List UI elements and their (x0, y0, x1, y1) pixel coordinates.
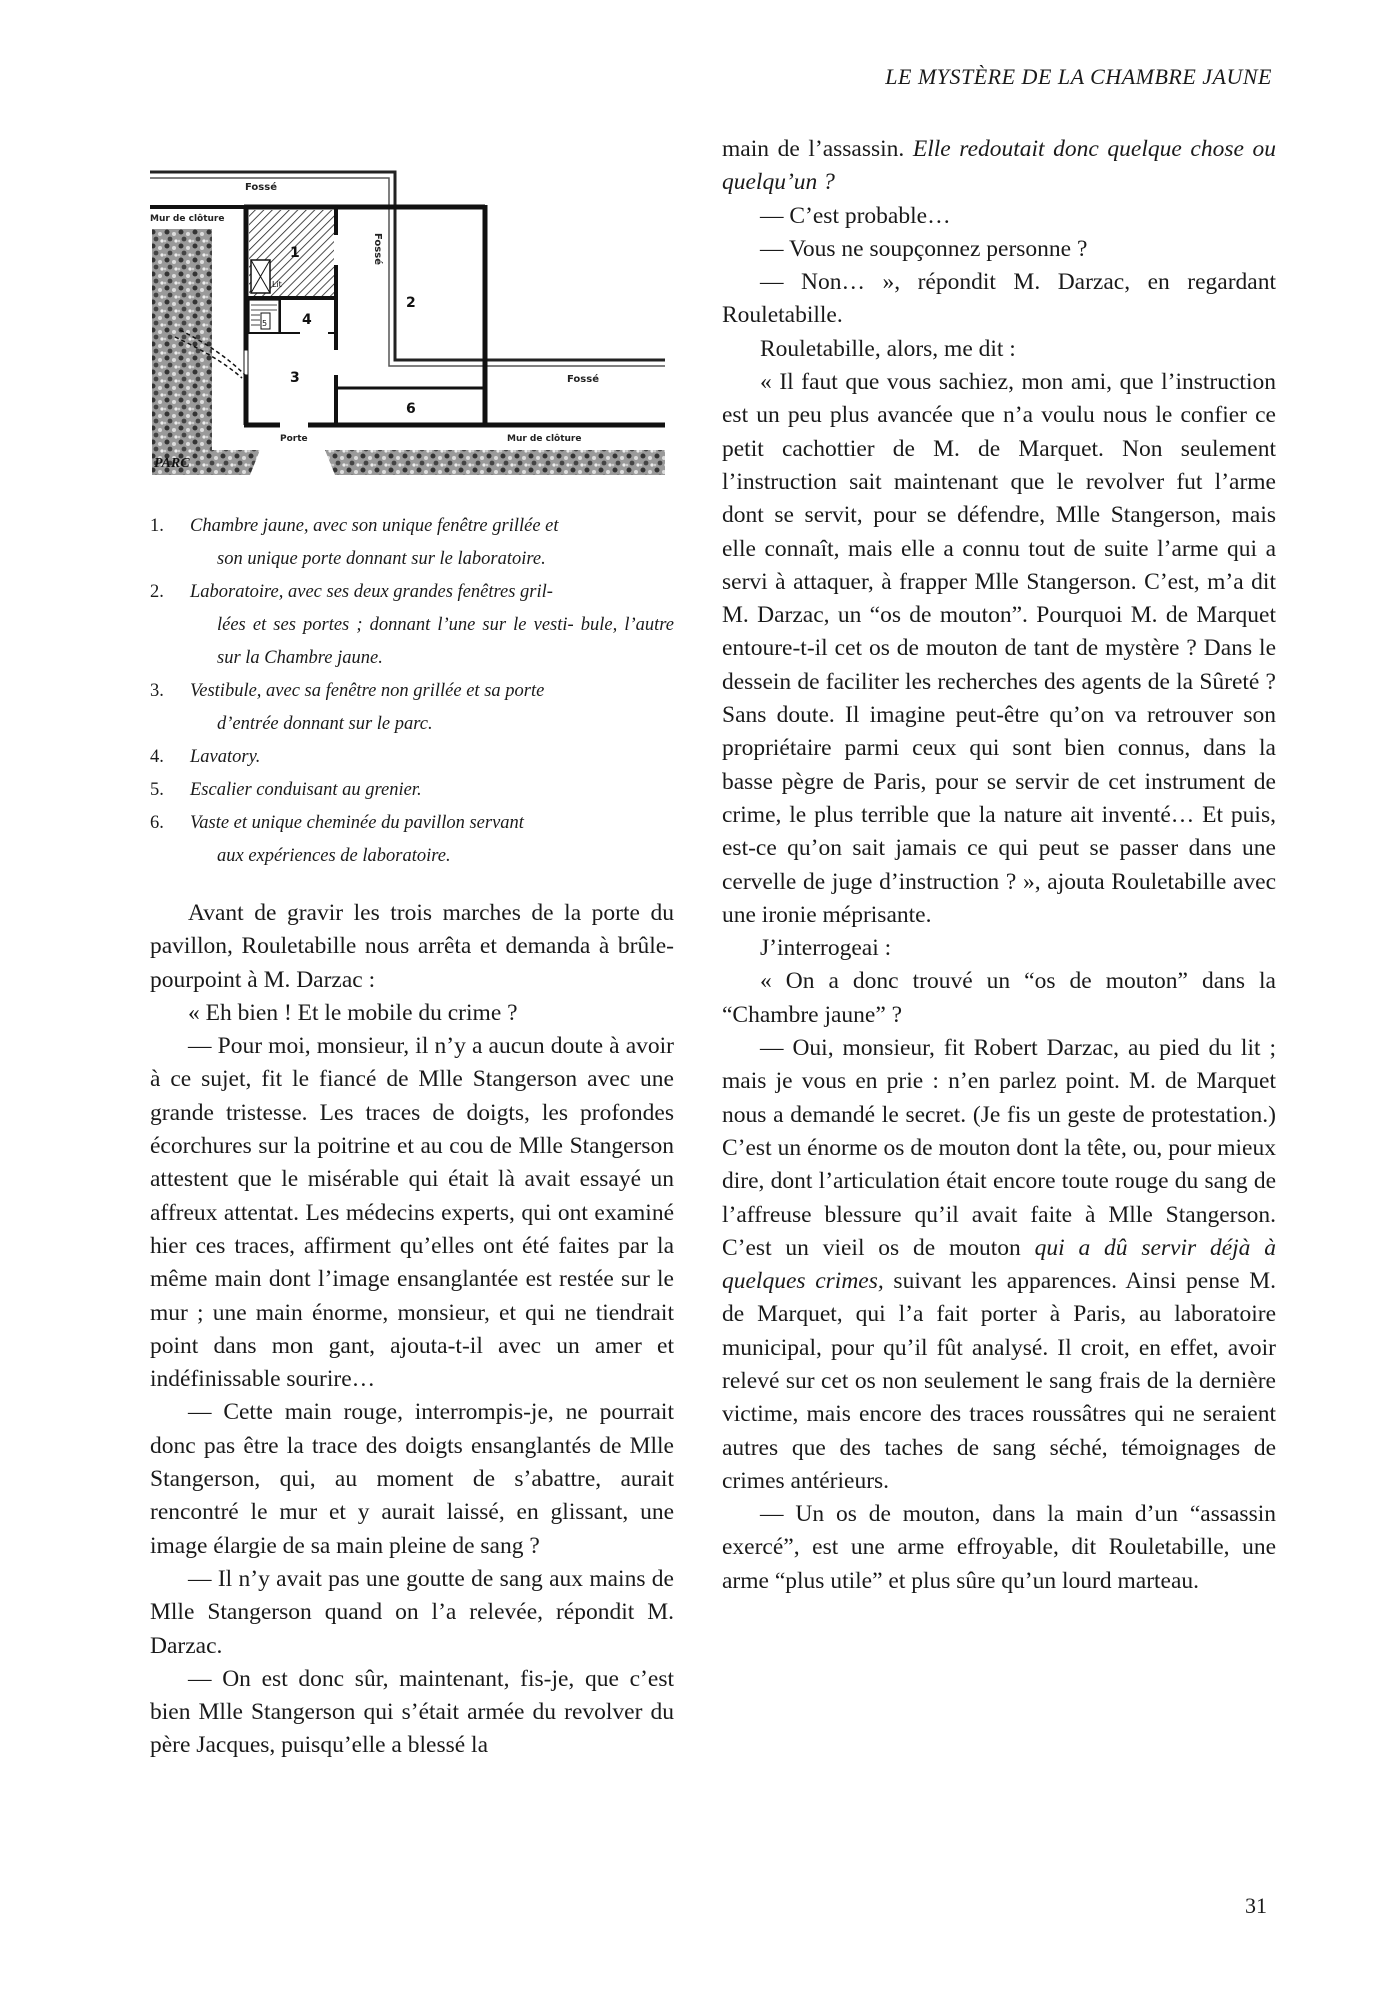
label-fosse-top: Fossé (245, 182, 277, 193)
italic-emphasis: Elle redoutait donc quelque chose ou quelqu’un ? (722, 136, 1276, 196)
svg-text:5: 5 (262, 319, 268, 328)
paragraph: « Eh bien ! Et le mobile du crime ? (188, 999, 518, 1026)
label-fosse-bottom: Fossé (567, 374, 599, 385)
legend-item: 1. Chambre jaune, avec son unique fenêtre grillée et son unique porte donnant sur le laboratoire. (150, 516, 559, 569)
label-mur-top: Mur de clôture (150, 214, 225, 224)
label-lit: Lit (272, 280, 282, 289)
parc-foliage-bottom (325, 450, 665, 475)
paragraph: « Il faut que vous sachiez, mon ami, que l’instruction est un peu plus avancée que n’a voulu nous le confier ce petit cachottier de M. de Marquet. Non seulement l’instruction sait maintenant que le revolver fut l’arme dont se servit, pour se défendre, Mlle Stangerson, mais elle connaît, mais elle a connu tout de suite l’arme qui a servi à attaquer, à frapper Mlle Stangerson. C’est, m’a dit M. Darzac, un “os de mouton”. Pourquoi M. de Marquet entoure-t-il cet os de mouton de tant de mystère ? Dans le dessein de faciliter les recherches des agents de la Sûreté ? Sans doute. Il imagine peut-être qu’on va retrouver son propriétaire parmi ceux qui sont bien connus, dans la basse pègre de Paris, pour se servir de cet instrument de crime, le plus terrible que la nature ait inventé… Et puis, est-ce qu’on sait jamais ce qui peut se passer dans une cervelle de juge d’instruction ? », ajouta Rouletabille avec une ironie méprisante. (722, 369, 1276, 928)
paragraph: — C’est probable… (760, 202, 951, 229)
floor-plan-diagram (150, 145, 670, 475)
paragraph: Avant de gravir les trois marches de la porte du pavillon, Rouletabille nous arrêta et demanda à brûle-pourpoint à M. Darzac : (150, 900, 674, 993)
paragraph: — Vous ne soupçonnez personne ? (760, 235, 1088, 262)
paragraph: « On a donc trouvé un “os de mouton” dans la “Chambre jaune” ? (722, 968, 1276, 1028)
room-label-2: 2 (406, 295, 416, 311)
room-label-1: 1 (290, 245, 300, 261)
page-number: 31 (1245, 1893, 1267, 1918)
paragraph: — Pour moi, monsieur, il n’y a aucun doute à avoir à ce sujet, fit le fiancé de Mlle Stangerson avec une grande tristesse. Les traces de doigts, les profondes écorchures sur la poitrine et au cou de Mlle Stangerson attestent que le misérable qui était là avait essayé un affreux attentat. Les médecins experts, qui ont examiné hier ces traces, affirment qu’elles ont été faites par la même main dont l’image ensanglantée est restée sur le mur ; une main énorme, monsieur, et qui ne tiendrait point dans mon gant, ajouta-t-il avec un amer et indéfinissable sourire… (150, 1033, 674, 1393)
paragraph: — Non… », répondit M. Darzac, en regardant Rouletabille. (722, 269, 1276, 329)
paragraph: — Un os de mouton, dans la main d’un “assassin exercé”, est une arme effroyable, dit Rouletabille, une arme “plus utile” et plus sûre qu’un lourd marteau. (722, 1501, 1276, 1594)
legend-item: 6. Vaste et unique cheminée du pavillon servant aux expériences de laboratoire. (150, 813, 524, 866)
paragraph: — Il n’y avait pas une goutte de sang aux mains de Mlle Stangerson quand on l’a relevée, répondit M. Darzac. (150, 1565, 674, 1659)
paragraph: main de l’assassin. Elle redoutait donc quelque chose ou quelqu’un ? (722, 136, 1276, 196)
right-column-text (722, 133, 1276, 1598)
legend-item: 5. Escalier conduisant au grenier. (150, 780, 422, 800)
paragraph: Rouletabille, alors, me dit : (760, 335, 1016, 362)
room-label-3: 3 (290, 370, 300, 386)
left-column-text (150, 897, 674, 1763)
label-parc: PARC (154, 456, 190, 471)
label-fosse-right: Fossé (372, 233, 383, 265)
legend-item: 2. Laboratoire, avec ses deux grandes fenêtres gril- lées et ses portes ; donnant l’une sur le vesti- bule, l’autre sur la Chambre jaune. (150, 582, 674, 668)
room-label-4: 4 (302, 312, 312, 328)
paragraph: — Cette main rouge, interrompis-je, ne pourrait donc pas être la trace des doigts ensanglantés de Mlle Stangerson, qui, au moment de s’abattre, aurait rencontré le mur et y aurait laissé, en glissant, une image élargie de sa main pleine de sang ? (150, 1399, 674, 1559)
label-mur-bottom: Mur de clôture (507, 434, 582, 444)
legend-item: 4. Lavatory. (150, 747, 261, 767)
italic-emphasis: qui a dû servir déjà à quelques crimes, (722, 1234, 1276, 1295)
paragraph: — On est donc sûr, maintenant, fis-je, que c’est bien Mlle Stangerson qui s’était armée du revolver du père Jacques, puisqu’elle a blessé la (150, 1665, 674, 1759)
paragraph: — Oui, monsieur, fit Robert Darzac, au pied du lit ; mais je vous en prie : n’en parlez point. M. de Marquet nous a demandé le secret. (Je fis un geste de protestation.) C’est un énorme os de mouton dont la tête, ou, pour mieux dire, dont l’articulation était encore toute rouge du sang de l’affreuse blessure qu’il avait faite à Mlle Stangerson. C’est un vieil os de mouton qui a dû servir déjà à quelques crimes, suivant les apparences. Ainsi pense M. de Marquet, qui l’a fait porter à Paris, au laboratoire municipal, pour qu’il fût analysé. Il croit, en effet, avoir relevé sur cet os non seulement le sang frais de la dernière victime, mais encore des traces roussâtres qui ne seraient autres que des taches de sang séché, témoignages de crimes antérieurs. (722, 1035, 1277, 1494)
running-head: LE MYSTÈRE DE LA CHAMBRE JAUNE (885, 64, 1272, 89)
room-label-6: 6 (406, 401, 416, 417)
map-legend (150, 510, 674, 873)
label-porte: Porte (280, 434, 308, 444)
paragraph: J’interrogeai : (760, 935, 892, 962)
legend-item: 3. Vestibule, avec sa fenêtre non grillée et sa porte d’entrée donnant sur le parc. (150, 681, 545, 734)
parc-foliage-left (152, 229, 212, 455)
